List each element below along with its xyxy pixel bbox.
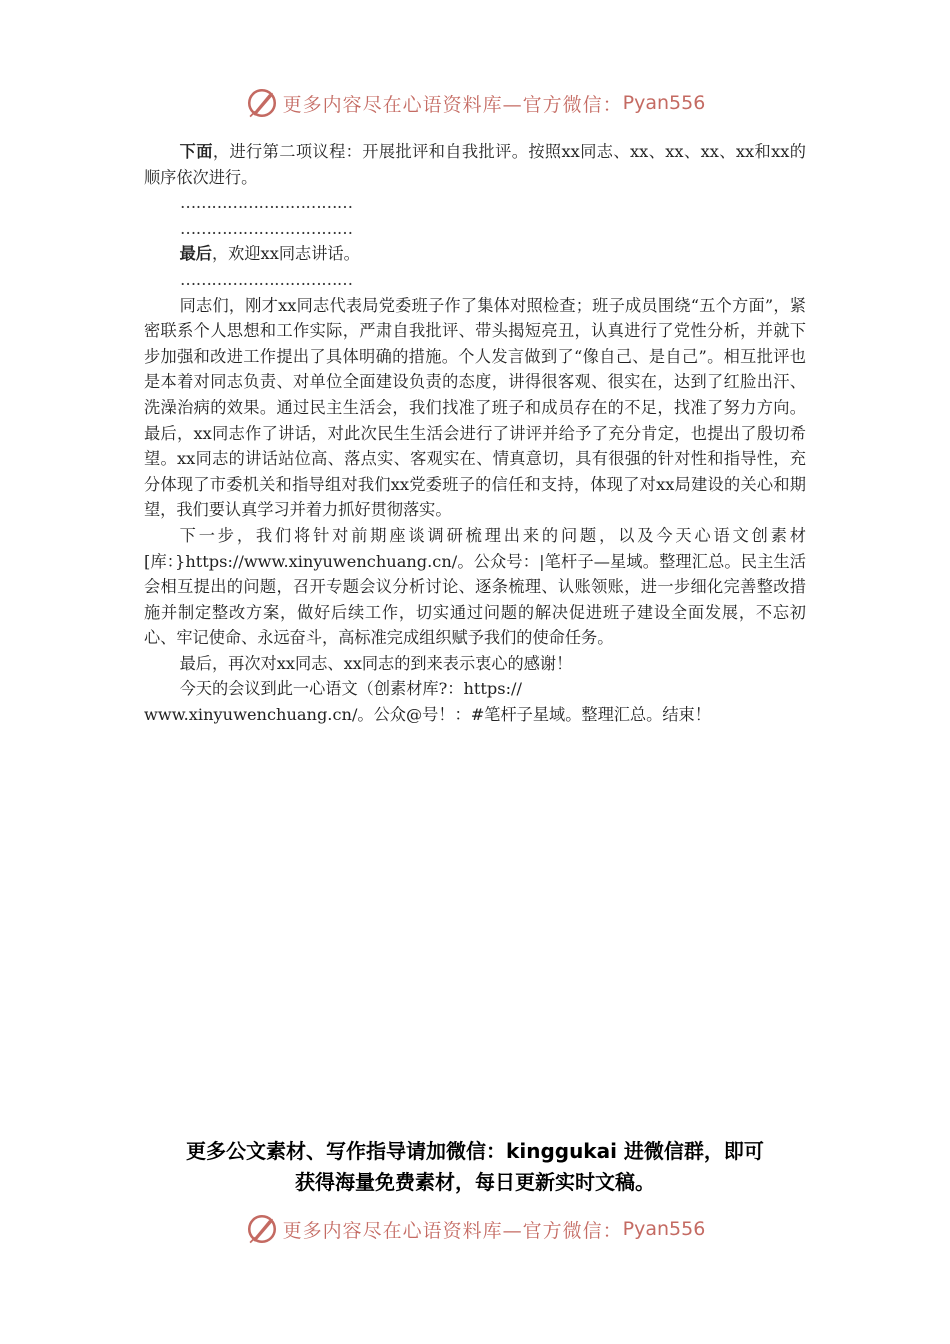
ellipsis-divider: …………………………… [180,269,353,289]
paragraph-thanks: 最后，再次对xx同志、xx同志的到来表示衷心的感谢！ [179,653,573,673]
footer-promo-text [0,1136,950,1198]
quill-logo-icon [245,1212,279,1246]
paragraph-summary: 同志们，刚才xx同志代表局党委班子作了集体对照检查；班子成员围绕“五个方面”，紧密联系个人思想和工作实际，严肃自我批评、带头揭短亮丑，认真进行了党性分析，并就下步加强和改进工作提出了具体明确的措施。个人发言做到了“像自己、是自己”。相互批评也是本着对同志负责、对单位全面建设负责的态度，讲得很客观、很实在，达到了红脸出汗、洗澡治病的效果。通过民主生活会，我们找准了班子和成员存在的不足，找准了努力方向。最后，xx同志作了讲话，对此次民生生活会进行了讲评并给予了充分肯定，也提出了殷切希望。xx同志的讲话站位高、落点实、客观实在、情真意切，具有很强的针对性和指导性，充分体现了市委机关和指导组对我们xx党委班子的信任和支持，体现了对xx局建设的关心和期望，我们要认真学习并着力抓好贯彻落实。 [144,295,806,520]
promo-line: 更多公文素材、写作指导请加微信：kinggukai 进微信群，即可 [186,1139,764,1163]
paragraph-invite-speech [144,241,806,267]
header-brand-banner [0,83,950,123]
header-brand-text: 更多内容尽在心语资料库—官方微信： [282,93,623,116]
header-brand-handle: Pyan556 [622,92,706,114]
paragraph-closing: 今天的会议到此一心语文（创素材库?：https:// [179,679,522,699]
footer-brand-handle: Pyan556 [622,1218,706,1240]
paragraph-lead-bold: 最后 [179,244,212,264]
ellipsis-divider: …………………………… [180,218,353,238]
footer-brand-banner [0,1209,950,1249]
footer-brand-text: 更多内容尽在心语资料库—官方微信： [282,1219,623,1242]
document-body [144,139,806,728]
quill-logo-icon [245,86,279,120]
paragraph-text: ，欢迎xx同志讲话。 [212,244,360,264]
promo-line: 获得海量免费素材，每日更新实时文稿。 [295,1170,655,1194]
paragraph-closing-continued: www.xinyuwenchuang.cn/。公众@号！：#笔杆子星域。整理汇总。结束！ [144,705,711,725]
paragraph-text: ，进行第二项议程：开展批评和自我批评。按照xx同志、xx、xx、xx、xx和xx的顺序依次进行。 [144,142,806,187]
paragraph-next-steps: 下一步，我们将针对前期座谈调研梳理出来的问题，以及今天心语文创素材[库：}https://www.xinyuwenchuang.cn/。公众号：|笔杆子—星域。整理汇总。民主生活会相互提出的问题，召开专题会议分析讨论、逐条梳理、认账领账，进一步细化完善整改措施并制定整改方案，做好后续工作，切实通过问题的解决促进班子建设全面发展，不忘初心、牢记使命、永远奋斗，高标准完成组织赋予我们的使命任务。 [144,525,806,648]
paragraph-lead-bold: 下面 [179,142,213,161]
paragraph-agenda-two [144,139,806,190]
ellipsis-divider: …………………………… [180,193,353,213]
